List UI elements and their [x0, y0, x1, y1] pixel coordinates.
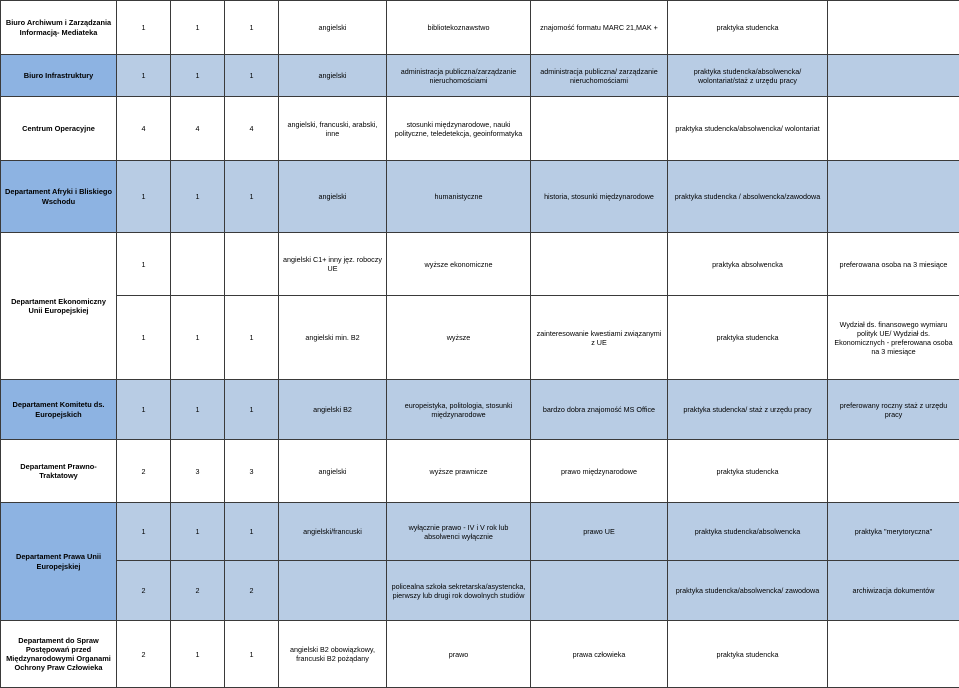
education: bibliotekoznawstwo: [387, 1, 531, 55]
notes: Wydział ds. finansowego wymiaru polityk UE/ Wydział ds. Ekonomicznych - preferowana osoba na 3 miesiące: [828, 296, 959, 380]
department-name: Biuro Infrastruktury: [1, 55, 117, 97]
skills: prawo UE: [531, 503, 668, 561]
count-c: 3: [225, 440, 279, 503]
count-b: 1: [171, 296, 225, 380]
table-row: [1, 233, 959, 296]
skills: prawo międzynarodowe: [531, 440, 668, 503]
count-b: 1: [171, 380, 225, 440]
count-a: 4: [117, 97, 171, 161]
education: wyższe: [387, 296, 531, 380]
department-name: Departament do Spraw Postępowań przed Międzynarodowymi Organami Ochrony Praw Człowieka: [1, 621, 117, 688]
count-a: 2: [117, 561, 171, 621]
table-row: [1, 55, 959, 97]
count-c: [225, 233, 279, 296]
education: wyłącznie prawo - IV i V rok lub absolwenci wyłącznie: [387, 503, 531, 561]
department-name: Departament Komitetu ds. Europejskich: [1, 380, 117, 440]
count-b: 2: [171, 561, 225, 621]
internship-type: praktyka studencka/absolwencka/ wolontariat/staż z urzędu pracy: [668, 55, 828, 97]
languages: angielski: [279, 1, 387, 55]
count-a: 2: [117, 621, 171, 688]
internship-type: praktyka studencka/absolwencka: [668, 503, 828, 561]
notes: [828, 97, 959, 161]
education: stosunki międzynarodowe, nauki polityczne, teledetekcja, geoinformatyka: [387, 97, 531, 161]
education: wyższe prawnicze: [387, 440, 531, 503]
education: europeistyka, politologia, stosunki międzynarodowe: [387, 380, 531, 440]
table-row: [1, 97, 959, 161]
count-b: 4: [171, 97, 225, 161]
count-b: 3: [171, 440, 225, 503]
skills: administracja publiczna/ zarządzanie nieruchomościami: [531, 55, 668, 97]
count-c: 1: [225, 55, 279, 97]
count-b: 1: [171, 161, 225, 233]
count-b: 1: [171, 621, 225, 688]
count-b: [171, 233, 225, 296]
languages: angielski min. B2: [279, 296, 387, 380]
count-a: 1: [117, 161, 171, 233]
notes: preferowany roczny staż z urzędu pracy: [828, 380, 959, 440]
education: prawo: [387, 621, 531, 688]
skills: prawa człowieka: [531, 621, 668, 688]
count-a: 1: [117, 503, 171, 561]
count-c: 2: [225, 561, 279, 621]
skills: [531, 233, 668, 296]
notes: [828, 55, 959, 97]
count-a: 1: [117, 55, 171, 97]
table-row: [1, 380, 959, 440]
notes: [828, 621, 959, 688]
skills: [531, 97, 668, 161]
languages: [279, 561, 387, 621]
internship-type: praktyka absolwencka: [668, 233, 828, 296]
department-name: Departament Prawno-Traktatowy: [1, 440, 117, 503]
count-c: 4: [225, 97, 279, 161]
notes: [828, 440, 959, 503]
department-name: Departament Prawa Unii Europejskiej: [1, 503, 117, 621]
skills: zainteresowanie kwestiami związanymi z UE: [531, 296, 668, 380]
count-a: 2: [117, 440, 171, 503]
languages: angielski: [279, 161, 387, 233]
education: policealna szkoła sekretarska/asystencka, pierwszy lub drugi rok dowolnych studiów: [387, 561, 531, 621]
department-name: Biuro Archiwum i Zarządzania Informacją- Mediateka: [1, 1, 117, 55]
notes: [828, 161, 959, 233]
skills: [531, 561, 668, 621]
count-c: 1: [225, 161, 279, 233]
languages: angielski B2: [279, 380, 387, 440]
languages: angielski/francuski: [279, 503, 387, 561]
count-a: 1: [117, 380, 171, 440]
education: wyższe ekonomiczne: [387, 233, 531, 296]
count-a: 1: [117, 296, 171, 380]
count-a: 1: [117, 233, 171, 296]
languages: angielski C1+ inny jęz. roboczy UE: [279, 233, 387, 296]
count-c: 1: [225, 1, 279, 55]
education: administracja publiczna/zarządzanie nieruchomościami: [387, 55, 531, 97]
internship-type: praktyka studencka: [668, 296, 828, 380]
skills: bardzo dobra znajomość MS Office: [531, 380, 668, 440]
count-a: 1: [117, 1, 171, 55]
department-name: Departament Afryki i Bliskiego Wschodu: [1, 161, 117, 233]
languages: angielski B2 obowiązkowy, francuski B2 pożądany: [279, 621, 387, 688]
table-row: [1, 440, 959, 503]
notes: praktyka "merytoryczna": [828, 503, 959, 561]
internship-type: praktyka studencka/ staż z urzędu pracy: [668, 380, 828, 440]
count-c: 1: [225, 380, 279, 440]
table-row: [1, 561, 959, 621]
languages: angielski: [279, 440, 387, 503]
education: humanistyczne: [387, 161, 531, 233]
skills: historia, stosunki międzynarodowe: [531, 161, 668, 233]
count-b: 1: [171, 503, 225, 561]
languages: angielski: [279, 55, 387, 97]
internship-type: praktyka studencka: [668, 1, 828, 55]
internship-type: praktyka studencka / absolwencka/zawodowa: [668, 161, 828, 233]
count-c: 1: [225, 621, 279, 688]
notes: [828, 1, 959, 55]
department-name: Departament Ekonomiczny Unii Europejskiej: [1, 233, 117, 380]
table-row: [1, 1, 959, 55]
notes: preferowana osoba na 3 miesiące: [828, 233, 959, 296]
internship-type: praktyka studencka: [668, 621, 828, 688]
internship-type: praktyka studencka/absolwencka/ wolontariat: [668, 97, 828, 161]
internship-type: praktyka studencka/absolwencka/ zawodowa: [668, 561, 828, 621]
count-c: 1: [225, 296, 279, 380]
notes: archiwizacja dokumentów: [828, 561, 959, 621]
internship-type: praktyka studencka: [668, 440, 828, 503]
table-row: [1, 296, 959, 380]
count-b: 1: [171, 1, 225, 55]
department-name: Centrum Operacyjne: [1, 97, 117, 161]
count-b: 1: [171, 55, 225, 97]
table-row: [1, 161, 959, 233]
languages: angielski, francuski, arabski, inne: [279, 97, 387, 161]
table-row: [1, 503, 959, 561]
count-c: 1: [225, 503, 279, 561]
skills: znajomość formatu MARC 21,MAK +: [531, 1, 668, 55]
table-row: [1, 621, 959, 688]
